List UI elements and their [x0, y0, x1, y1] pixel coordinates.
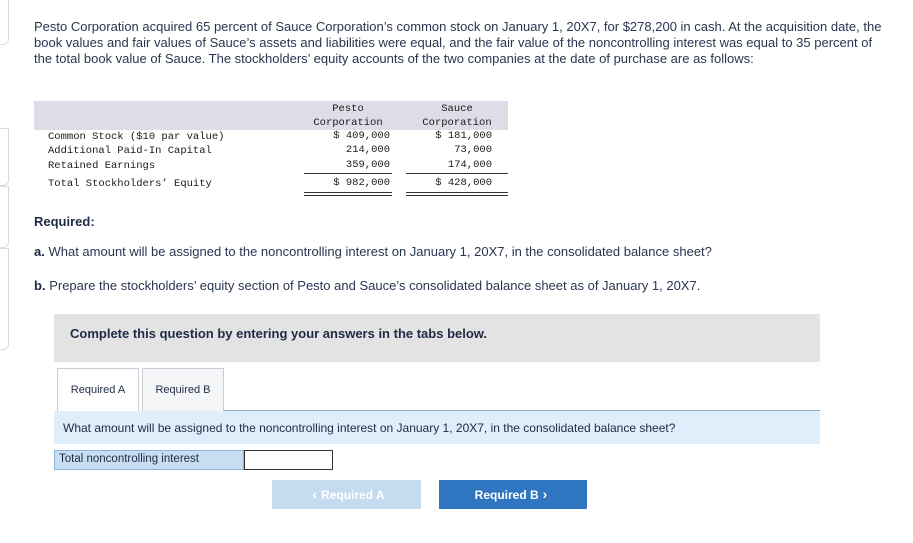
- question-b-text: Prepare the stockholders’ equity section of Pesto and Sauce’s consolidated balance sheet as of January 1, 20X7.: [49, 278, 701, 293]
- col-header-pesto-1: Pesto: [332, 103, 364, 115]
- next-required-b-button[interactable]: [439, 480, 587, 509]
- total-rule: [304, 192, 392, 193]
- row-label: Additional Paid-In Capital: [48, 145, 212, 157]
- left-edge-tab: [0, 0, 9, 45]
- pesto-value: 214,000: [345, 144, 390, 156]
- pesto-value: $ 409,000: [333, 130, 390, 142]
- left-edge-tab: [0, 248, 9, 350]
- prev-required-a-button[interactable]: [272, 480, 421, 509]
- col-header-pesto-2: Corporation: [313, 117, 383, 129]
- required-heading: Required:: [34, 214, 95, 229]
- equity-table: [34, 101, 508, 198]
- subtotal-rule: [406, 173, 508, 174]
- tab-required-b[interactable]: Required B: [142, 368, 224, 411]
- total-rule: [406, 195, 508, 196]
- problem-intro: Pesto Corporation acquired 65 percent of Sauce Corporation’s common stock on January 1, 20X7, for $278,200 in cash. At the acquisition date, the book values and fair values of Sauce’s assets and liabilities were equal, and the fair value of the noncontrolling interest was equal to 35 percent of the total book value of Sauce. The stockholders’ equity accounts of the two companies at the date of purchase are as follows:: [34, 19, 882, 66]
- question-a-prefix: a.: [34, 244, 45, 259]
- left-edge-tab: [0, 128, 9, 186]
- chevron-right-icon: ›: [542, 486, 548, 502]
- question-b-prefix: b.: [34, 278, 46, 293]
- pesto-total: $ 982,000: [333, 177, 390, 189]
- question-a-text: What amount will be assigned to the noncontrolling interest on January 1, 20X7, in the consolidated balance sheet?: [48, 244, 712, 259]
- pesto-value: 359,000: [345, 159, 390, 171]
- noncontrolling-interest-input[interactable]: [244, 450, 333, 470]
- instructions-banner: Complete this question by entering your answers in the tabs below.: [54, 314, 820, 362]
- next-button-label: Required B: [474, 488, 539, 502]
- left-edge-tab: [0, 186, 9, 248]
- col-header-sauce-1: Sauce: [441, 103, 473, 115]
- total-rule: [406, 192, 508, 193]
- col-header-sauce-2: Corporation: [422, 117, 492, 129]
- row-label: Retained Earnings: [48, 160, 156, 172]
- prev-button-label: Required A: [321, 488, 385, 502]
- total-rule: [304, 195, 392, 196]
- row-label: Total Stockholders’ Equity: [48, 178, 212, 190]
- sauce-value: 174,000: [447, 159, 492, 171]
- chevron-left-icon: ‹: [312, 486, 318, 502]
- answer-label: Total noncontrolling interest: [54, 450, 244, 470]
- subtotal-rule: [304, 173, 392, 174]
- sauce-value: 73,000: [454, 144, 492, 156]
- tab-required-a[interactable]: Required A: [57, 368, 139, 411]
- row-label: Common Stock ($10 par value): [48, 131, 225, 143]
- question-b: [34, 278, 700, 293]
- sauce-total: $ 428,000: [435, 177, 492, 189]
- tab-question: What amount will be assigned to the noncontrolling interest on January 1, 20X7, in the consolidated balance sheet?: [54, 411, 820, 444]
- sauce-value: $ 181,000: [435, 130, 492, 142]
- question-a: [34, 244, 712, 259]
